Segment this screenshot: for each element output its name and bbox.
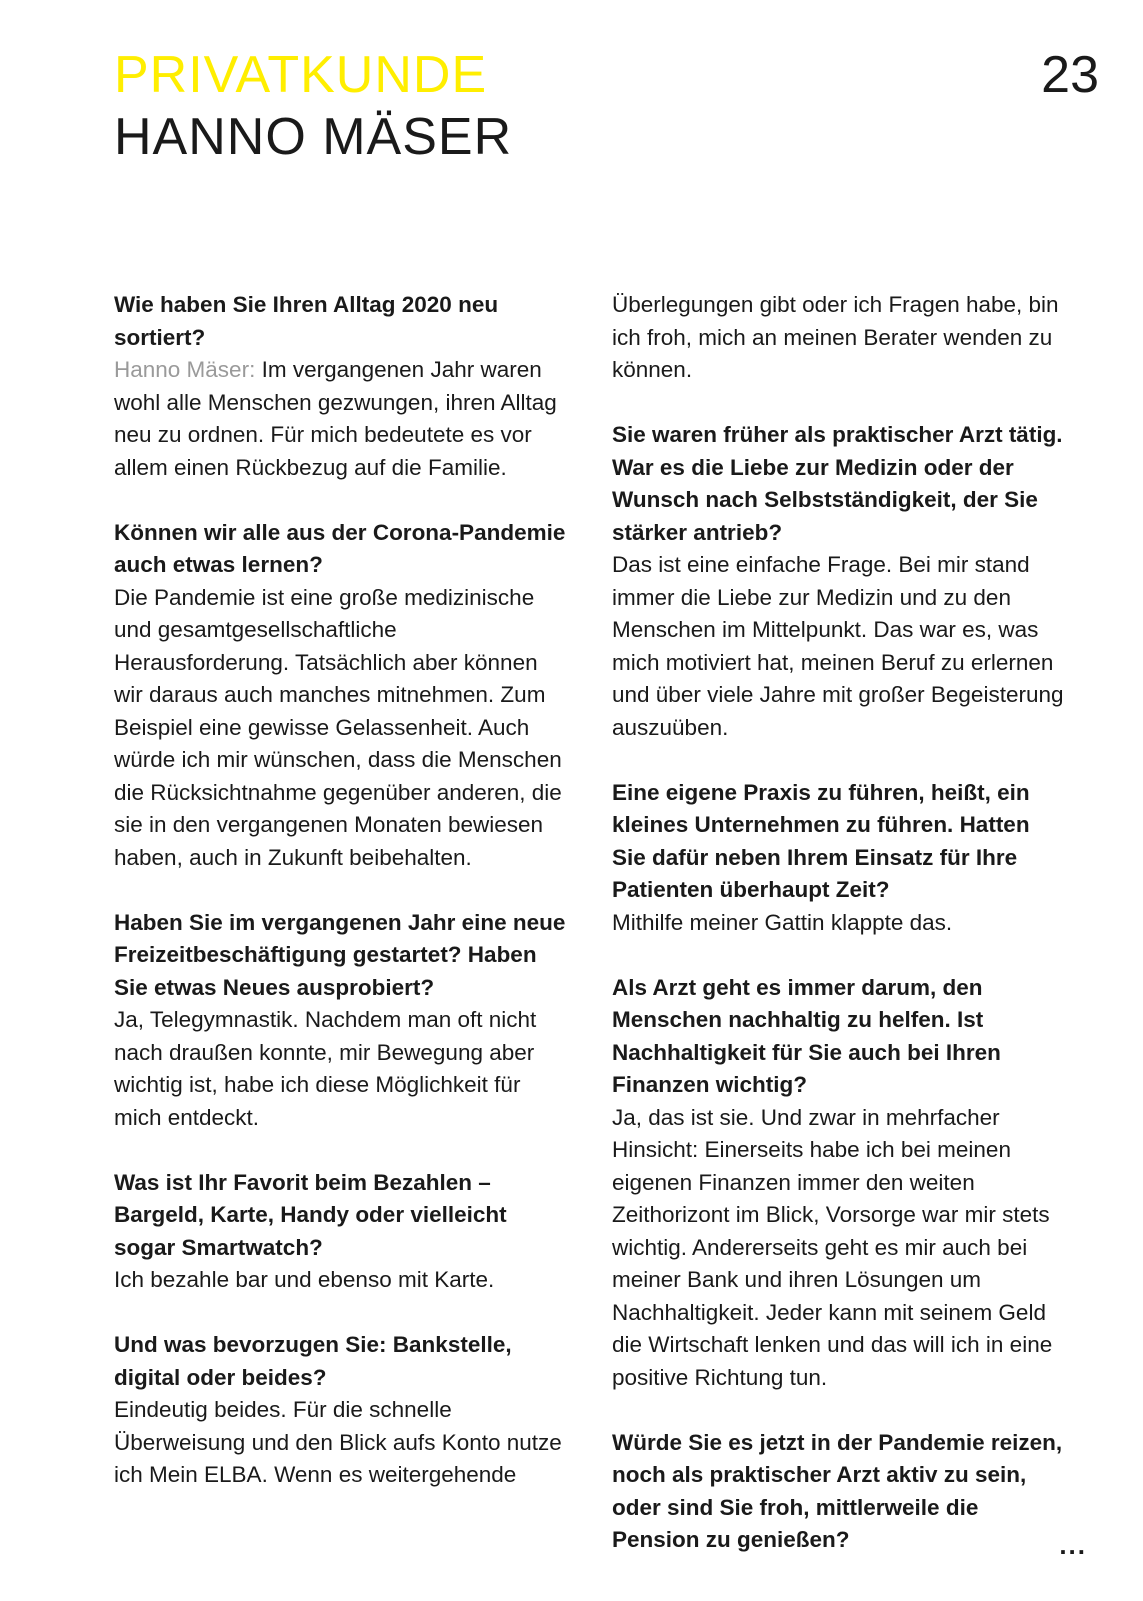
question: Können wir alle aus der Corona-Pandemie auch etwas lernen? <box>114 519 566 577</box>
qa-item <box>114 907 566 1135</box>
page-header <box>114 44 512 168</box>
qa-item <box>114 289 566 484</box>
answer: Ja, Telegymnastik. Nachdem man oft nicht nach draußen konnte, mir Bewegung aber wichtig ist, habe ich diese Möglichkeit für mich entdeckt. <box>114 1007 537 1130</box>
qa-item <box>114 1329 566 1492</box>
right-column <box>612 289 1064 1589</box>
question: Was ist Ihr Favorit beim Bezahlen – Bargeld, Karte, Handy oder vielleicht sogar Smartwatch? <box>114 1169 507 1260</box>
answer-continuation: Überlegungen gibt oder ich Fragen habe, bin ich froh, mich an meinen Berater wenden zu können. <box>612 292 1059 382</box>
answer: Mithilfe meiner Gattin klappte das. <box>612 909 953 935</box>
answer: Ja, das ist sie. Und zwar in mehrfacher Hinsicht: Einerseits habe ich bei meinen eigenen Finanzen immer den weiten Zeithorizont im Blick, Vorsorge war mir stets wichtig. Andererseits geht es mir auch bei meiner Bank und ihren Lösungen um Nachhaltigkeit. Jeder kann mit seinem Geld die Wirtschaft lenken und das will ich in eine positive Richtung tun. <box>612 1104 1053 1390</box>
question: Eine eigene Praxis zu führen, heißt, ein kleines Unternehmen zu führen. Hatten Sie dafür neben Ihrem Einsatz für Ihre Patienten überhaupt Zeit? <box>612 779 1030 902</box>
question: Haben Sie im vergangenen Jahr eine neue Freizeitbeschäftigung gestartet? Haben Sie etwas Neues ausprobiert? <box>114 909 566 1000</box>
answer: Das ist eine einfache Frage. Bei mir stand immer die Liebe zur Medizin und zu den Menschen im Mittelpunkt. Das war es, was mich motiviert hat, meinen Beruf zu erlernen und über viele Jahre mit großer Begeisterung auszuüben. <box>612 552 1064 740</box>
continued-marker: ... <box>1059 1530 1087 1560</box>
section-kicker: PRIVATKUNDE <box>114 46 488 104</box>
answer <box>114 354 566 484</box>
question: Und was bevorzugen Sie: Bankstelle, digital oder beides? <box>114 1332 512 1390</box>
qa-item <box>114 1167 566 1297</box>
qa-item <box>612 777 1064 940</box>
qa-item <box>612 419 1064 744</box>
qa-item <box>114 517 566 875</box>
qa-item <box>612 972 1064 1395</box>
interviewee-name: HANNO MÄSER <box>114 108 513 166</box>
question: Sie waren früher als praktischer Arzt tätig. War es die Liebe zur Medizin oder der Wunsch nach Selbstständigkeit, der Sie stärker antrieb? <box>612 422 1063 545</box>
question: Würde Sie es jetzt in der Pandemie reizen, noch als praktischer Arzt aktiv zu sein, oder sind Sie froh, mittlerweile die Pension zu genießen? <box>612 1429 1063 1552</box>
page-number: 23 <box>1041 46 1099 104</box>
answer: Eindeutig beides. Für die schnelle Überweisung und den Blick aufs Konto nutze ich Mein ELBA. Wenn es weitergehende <box>114 1397 562 1487</box>
answer: Die Pandemie ist eine große medizinische und gesamtgesellschaftliche Herausforderung. Tatsächlich aber können wir daraus auch manches mitnehmen. Zum Beispiel eine gewisse Gelassenheit. Auch würde ich mir wünschen, dass die Menschen die Rücksichtnahme gegenüber anderen, die sie in den vergangenen Monaten bewiesen haben, auch in Zukunft beibehalten. <box>114 584 562 870</box>
answer: Ich bezahle bar und ebenso mit Karte. <box>114 1267 495 1292</box>
question: Wie haben Sie Ihren Alltag 2020 neu sortiert? <box>114 292 499 350</box>
speaker-label: Hanno Mäser: <box>114 357 256 382</box>
qa-item <box>612 1427 1064 1557</box>
question: Als Arzt geht es immer darum, den Menschen nachhaltig zu helfen. Ist Nachhaltigkeit für Sie auch bei Ihren Finanzen wichtig? <box>612 974 1001 1097</box>
answer-text: Im vergangenen Jahr waren wohl alle Menschen gezwungen, ihren Alltag neu zu ordnen. Für mich bedeutete es vor allem einen Rückbezug auf die Familie. <box>114 357 557 480</box>
left-column <box>114 289 566 1524</box>
